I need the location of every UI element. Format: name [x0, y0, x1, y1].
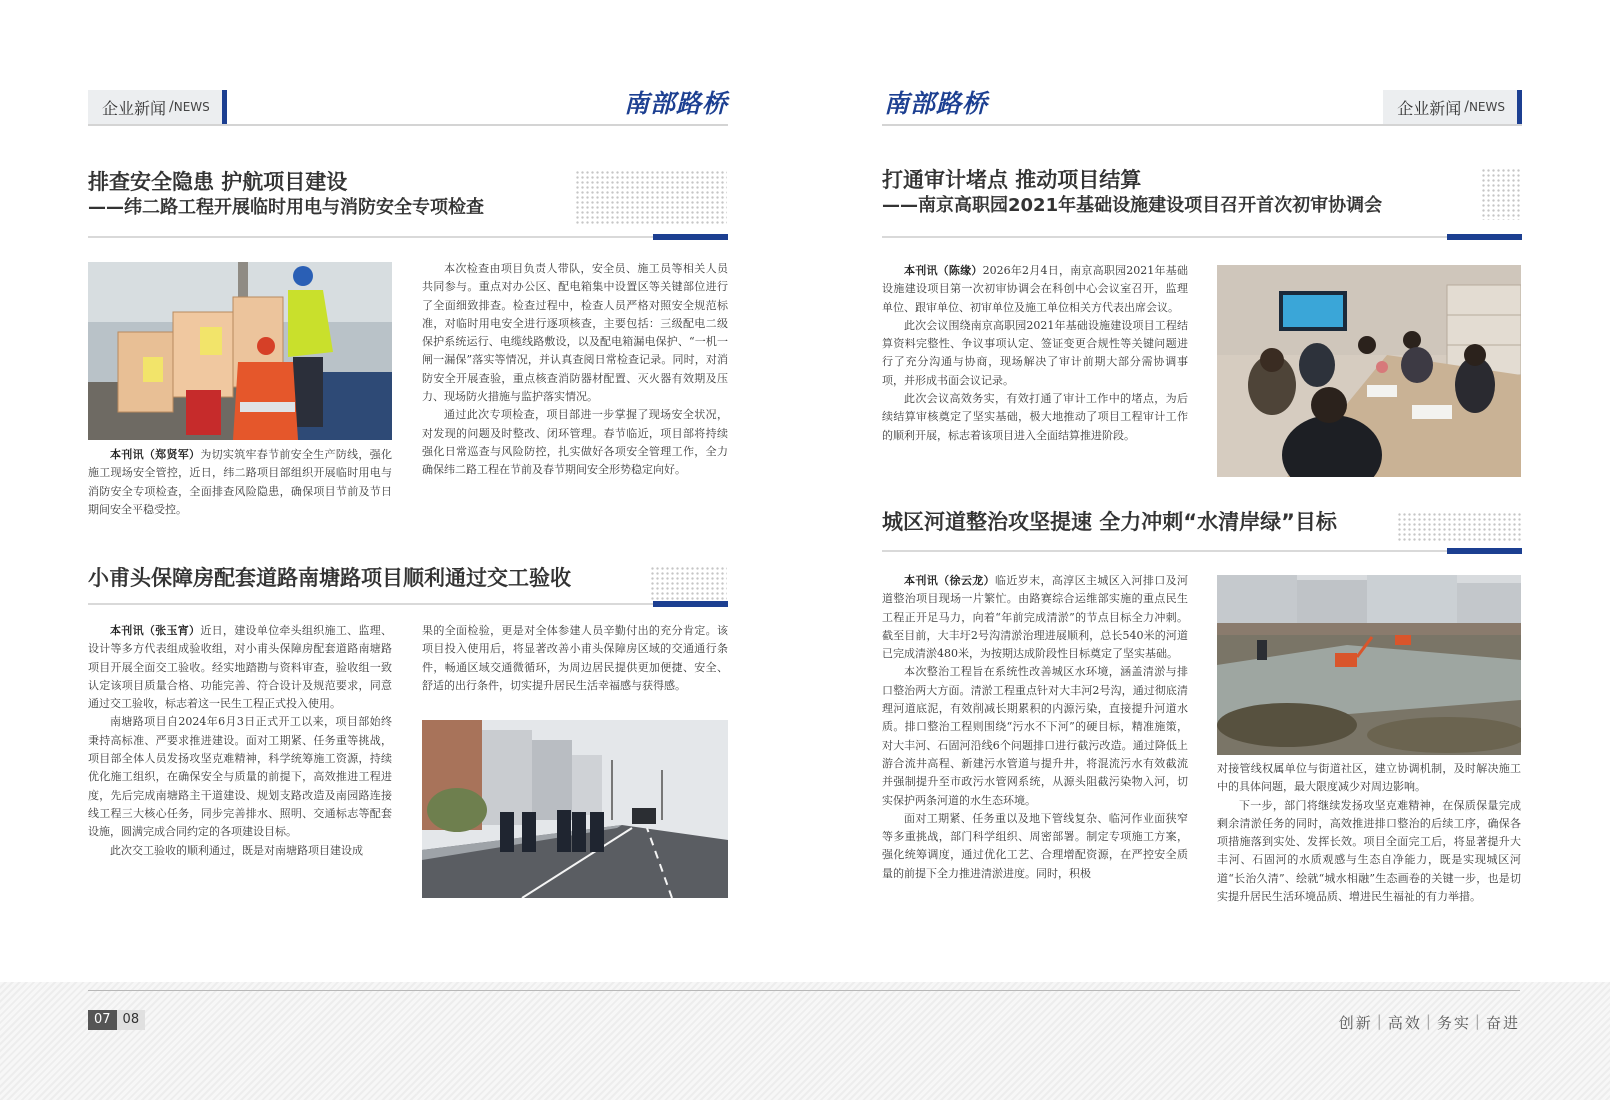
- paragraph: 果的全面检验，更是对全体参建人员辛勤付出的充分肯定。该项目投入使用后，将显著改善小甫头保障房区域的交通通行条件，畅通区域交通微循环，为周边居民提供更加便捷、安全、舒适的出行条件，切实提升居民生活幸福感与获得感。: [422, 624, 728, 692]
- river-photo: [1217, 575, 1521, 755]
- slogan-word: 创新: [1338, 1014, 1373, 1032]
- paragraph: 通过此次专项检查，项目部进一步掌握了现场安全状况，对发现的问题及时整改、闭环管理。春节临近，项目部将持续强化日常巡查与风险防控，扎实做好各项安全管理工作，全力确保纬二路工程在节前及春节期间安全形势稳定向好。: [422, 408, 728, 477]
- article-title-main: 排查安全隐患 护航项目建设: [88, 170, 348, 194]
- paragraph: 面对工期紧、任务重以及地下管线复杂、临河作业面狭窄等多重挑战，部门科学组织、周密部署。制定专项施工方案，强化统筹调度，通过优化工艺、合理增配资源，在严控安全质量的前提下全力推进清淤进度。同时，积极: [882, 811, 1188, 880]
- article-title-main: 城区河道整治攻坚提速 全力冲刺“水清岸绿”目标: [882, 510, 1337, 534]
- article-body: [882, 262, 1188, 445]
- right-page: [805, 0, 1610, 1100]
- article-title-sub: ——南京高职园2021年基础设施建设项目召开首次初审协调会: [882, 195, 1383, 216]
- tab-slash: /: [1464, 99, 1469, 115]
- page-number-left: 07: [88, 1010, 117, 1030]
- right-header: [882, 88, 1522, 126]
- paragraph: 本次整治工程旨在系统性改善城区水环境，涵盖清淤与排口整治两大方面。清淤工程重点针对大丰河2号沟，通过彻底清理河道底泥，有效削减长期累积的内源污染，直接提升河道水质。排口整治工程则围绕“污水不下河”的硬目标，精准施策，对大丰河、石固河沿线6个问题排口进行截污改造。通过降低上游合流井高程、新建污水管道与提升井，将混流污水有效截流并强制提升至市政污水管网系统，从源头阻截污染物入河，切实保护两条河道的水生态环境。: [882, 665, 1188, 807]
- tab-label-en: NEWS: [173, 100, 210, 114]
- slogan-separator: |: [1376, 1012, 1384, 1030]
- slogan-word: 务实: [1436, 1014, 1471, 1032]
- paragraph: 临近岁末，高淳区主城区入河排口及河道整治项目现场一片繁忙。由路赛综合运维部实施的重点民生工程正开足马力，向着“年前完成清淤”的节点目标全力冲刺。截至目前，大丰圩2号沟清淤治理进展顺利，总长540米的河道已完成清淤480米，为按期达成阶段性目标奠定了坚实基础。: [882, 574, 1188, 661]
- meeting-photo: [1217, 265, 1521, 477]
- dot-pattern: [1481, 168, 1521, 220]
- article-body: [882, 572, 1188, 883]
- byline: 本刊讯（郑贤军）: [110, 448, 201, 461]
- article-title-main: 小甫头保障房配套道路南塘路项目顺利通过交工验收: [88, 566, 571, 590]
- paragraph: 此次交工验收的顺利通过，既是对南塘路项目建设成: [110, 843, 363, 857]
- brand-logo: 南部路桥: [623, 89, 728, 118]
- header-rule: [88, 124, 728, 126]
- tab-slash: /: [169, 99, 174, 115]
- dot-pattern: [650, 566, 727, 600]
- paragraph: 对接管线权属单位与街道社区，建立协调机制，及时解决施工中的具体问题，最大限度减少对周边影响。: [1217, 762, 1521, 794]
- byline: 本刊讯（陈缘）: [904, 264, 983, 277]
- caption-text: 为切实筑牢春节前安全生产防线，强化施工现场安全管控，近日，纬二路项目部组织开展临时用电与消防安全专项检查，全面排查风险隐患，确保项目节前及节日期间安全平稳受控。: [88, 448, 393, 516]
- dot-pattern: [1397, 512, 1521, 542]
- footer-slogan: [1339, 1012, 1520, 1033]
- paragraph: 此次会议围绕南京高职园2021年基础设施建设项目工程结算资料完整性、争议事项认定、签证变更合规性等关键问题进行了充分沟通与协商，现场解决了审计前期大部分需协调事项，并形成书面会议记录。: [882, 318, 1188, 387]
- paragraph: 此次会议高效务实，有效打通了审计工作中的堵点，为后续结算审核奠定了坚实基础，极大地推动了项目工程审计工作的顺利开展，标志着该项目进入全面结算推进阶段。: [882, 392, 1188, 442]
- header-rule: [882, 124, 1522, 126]
- slogan-word: 奋进: [1485, 1014, 1520, 1032]
- left-header: [88, 88, 728, 126]
- slogan-separator: |: [1474, 1012, 1482, 1030]
- article-title-main: 打通审计堵点 推动项目结算: [882, 168, 1142, 192]
- byline: 本刊讯（张玉宵）: [110, 624, 201, 637]
- article-caption: [88, 446, 392, 519]
- page-number-right: 08: [117, 1010, 146, 1030]
- tab-label-en: NEWS: [1468, 100, 1505, 114]
- dot-pattern: [575, 170, 727, 224]
- page-numbers: [88, 1010, 145, 1030]
- footer-band: [0, 982, 1610, 1100]
- article-body: [422, 260, 728, 480]
- news-tab: [88, 90, 227, 124]
- section-rule: [88, 603, 728, 605]
- article-title: [88, 168, 484, 220]
- tab-label-zh: 企业新闻: [102, 98, 167, 118]
- article-title: [882, 166, 1382, 218]
- slogan-separator: |: [1425, 1012, 1433, 1030]
- slogan-word: 高效: [1387, 1014, 1422, 1032]
- article-body: [88, 622, 392, 860]
- section-rule: [882, 236, 1522, 238]
- section-rule: [88, 236, 728, 238]
- news-tab: [1383, 90, 1522, 124]
- article-title-sub: ——纬二路工程开展临时用电与消防安全专项检查: [88, 197, 484, 218]
- article-title: [88, 564, 571, 592]
- paragraph: 2026年2月4日，南京高职园2021年基础设施建设项目第一次初审协调会在科创中心会议室召开，监理单位、跟审单位、初审单位及施工单位相关方代表出席会议。: [882, 264, 1188, 314]
- brand-logo: 南部路桥: [884, 89, 989, 118]
- tab-label-zh: 企业新闻: [1397, 98, 1462, 118]
- byline: 本刊讯（徐云龙）: [904, 574, 995, 587]
- paragraph: 下一步，部门将继续发扬攻坚克难精神，在保质保量完成剩余清淤任务的同时，高效推进排口整治的后续工序，确保各项措施落到实处、发挥长效。项目全面完工后，将显著提升大丰河、石固河的水质观感与生态自净能力，既是实现城区河道“长治久清”、绘就“城水相融”生态画卷的关键一步，也是切实提升居民生活环境品质、增进民生福祉的有力举措。: [1217, 798, 1521, 904]
- article-title: [882, 508, 1337, 536]
- road-photo: [422, 720, 728, 898]
- footer-rule: [88, 990, 1520, 991]
- paragraph: 南塘路项目自2024年6月3日正式开工以来，项目部始终秉持高标准、严要求推进建设。面对工期紧、任务重等挑战，项目部全体人员发扬攻坚克难精神，科学统筹施工资源，持续优化施工组织，在确保安全与质量的前提下，高效推进工程进度，先后完成南塘路主干道建设、规划支路改造及南园路连接线工程三大核心任务，同步完善排水、照明、交通标志等配套设施，圆满完成合同约定的各项建设目标。: [88, 715, 392, 839]
- article-body-cont: [422, 622, 728, 695]
- paragraph: 近日，建设单位牵头组织施工、监理、设计等多方代表组成验收组，对小甫头保障房配套道路南塘路项目开展全面交工验收。经实地踏勘与资料审查，验收组一致认定该项目质量合格、功能完善、符合设计及规范要求，同意通过交工验收，标志着这一民生工程正式投入使用。: [88, 624, 393, 711]
- article-body-cont: [1217, 760, 1521, 906]
- paragraph: 本次检查由项目负责人带队，安全员、施工员等相关人员共同参与。重点对办公区、配电箱集中设置区等关键部位进行了全面细致排查。检查过程中，检查人员严格对照安全规范标准，对临时用电安全进行逐项核查，主要包括：三级配电二级保护系统运行、电缆线路敷设，以及配电箱漏电保护、“一机一闸一漏保”落实等情况，并认真查阅日常检查记录。同时，对消防安全开展查验，重点核查消防器材配置、灭火器有效期及压力、现场防火措施与监护落实情况。: [422, 262, 728, 404]
- inspection-photo: [88, 262, 392, 440]
- section-rule: [882, 550, 1522, 552]
